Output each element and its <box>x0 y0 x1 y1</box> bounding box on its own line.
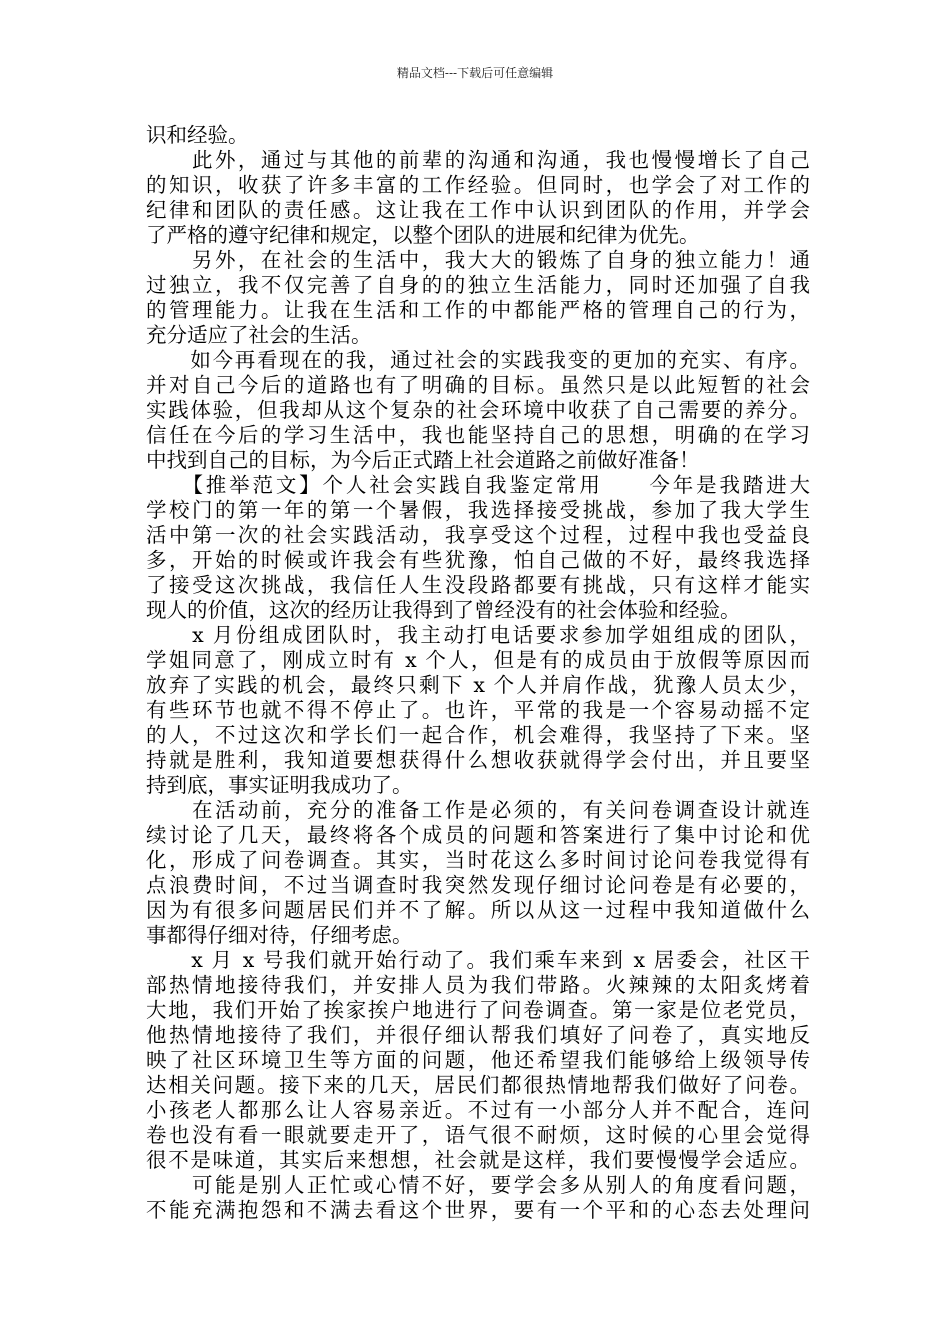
text-line: 现人的价值，这次的经历让我得到了曾经没有的社会体验和经验。 <box>146 598 741 622</box>
text-line: 续讨论了几天，最终将各个成员的问题和答案进行了集中讨论和优 <box>146 823 810 847</box>
text-line: 放弃了实践的机会，最终只剩下 x 个人并肩作战，犹豫人员太少， <box>146 673 810 697</box>
text-line: 映了社区环境卫生等方面的问题，他还希望我们能够给上级领导传 <box>146 1048 810 1072</box>
text-line: 的知识，收获了许多丰富的工作经验。但同时，也学会了对工作的 <box>146 173 810 197</box>
text-line: 的人，不过这次和学长们一起合作，机会难得，我坚持了下来。坚 <box>146 723 810 747</box>
text-line: 识和经验。 <box>146 123 249 147</box>
text-line: 点浪费时间，不过当调查时我突然发现仔细讨论问卷是有必要的， <box>146 873 810 897</box>
text-line: 了严格的遵守纪律和规定，以整个团队的进展和纪律为优先。 <box>146 223 700 247</box>
text-line: 信任在今后的学习生活中，我也能坚持自己的思想，明确的在学习 <box>146 423 810 447</box>
text-line: x 月 x 号我们就开始行动了。我们乘车来到 x 居委会，社区干 <box>146 948 810 972</box>
page-header: 精品文档---下载后可任意编辑 <box>396 66 554 80</box>
text-line: 在活动前，充分的准备工作是必须的，有关问卷调查设计就连 <box>146 798 810 822</box>
text-line: 很不是味道，其实后来想想，社会就是这样，我们要慢慢学会适应。 <box>146 1148 810 1172</box>
text-line: 小孩老人都那么让人容易亲近。不过有一小部分人并不配合，连问 <box>146 1098 810 1122</box>
text-line: 如今再看现在的我，通过社会的实践我变的更加的充实、有序。 <box>146 348 810 372</box>
text-line: 学姐同意了，刚成立时有 x 个人，但是有的成员由于放假等原因而 <box>146 648 810 672</box>
text-line: 了接受这次挑战，我信任人生没段路都要有挑战，只有这样才能实 <box>146 573 810 597</box>
text-line: 持到底，事实证明我成功了。 <box>146 773 413 797</box>
text-line: 因为有很多问题居民们并不了解。所以从这一过程中我知道做什么 <box>146 898 810 922</box>
text-line: 有些环节也就不得不停止了。也许，平常的我是一个容易动摇不定 <box>146 698 810 722</box>
text-line: 他热情地接待了我们，并很仔细认帮我们填好了问卷了，真实地反 <box>146 1023 810 1047</box>
text-line: 部热情地接待我们，并安排人员为我们带路。火辣辣的太阳炙烤着 <box>146 973 810 997</box>
text-line: 不能充满抱怨和不满去看这个世界，要有一个平和的心态去处理问 <box>146 1198 810 1222</box>
text-line: 大地，我们开始了挨家挨户地进行了问卷调查。第一家是位老党员， <box>146 998 810 1022</box>
text-line: 【推举范文】个人社会实践自我鉴定常用 今年是我踏进大 <box>146 473 810 497</box>
text-line: 学校门的第一年的第一个暑假，我选择接受挑战，参加了我大学生 <box>146 498 810 522</box>
text-line: 实践体验，但我却从这个复杂的社会环境中收获了自己需要的养分。 <box>146 398 810 422</box>
text-line: 此外，通过与其他的前辈的沟通和沟通，我也慢慢增长了自己 <box>146 148 810 172</box>
text-line: 充分适应了社会的生活。 <box>146 323 372 347</box>
text-line: 另外，在社会的生活中，我大大的锻炼了自身的独立能力！通 <box>146 248 810 272</box>
text-line: 并对自己今后的道路也有了明确的目标。虽然只是以此短暂的社会 <box>146 373 810 397</box>
text-line: 多，开始的时候或许我会有些犹豫，怕自己做的不好，最终我选择 <box>146 548 810 572</box>
text-line: 可能是别人正忙或心情不好，要学会多从别人的角度看问题， <box>146 1173 810 1197</box>
text-line: 纪律和团队的责任感。这让我在工作中认识到团队的作用，并学会 <box>146 198 810 222</box>
text-line: 的管理能力。让我在生活和工作的中都能严格的管理自己的行为， <box>146 298 810 322</box>
text-line: 化，形成了问卷调查。其实，当时花这么多时间讨论问卷我觉得有 <box>146 848 810 872</box>
text-line: 持就是胜利，我知道要想获得什么想收获就得学会付出，并且要坚 <box>146 748 810 772</box>
text-line: 事都得仔细对待，仔细考虑。 <box>146 923 413 947</box>
text-line: 中找到自己的目标，为今后正式踏上社会道路之前做好准备！ <box>146 448 700 472</box>
text-line: 过独立，我不仅完善了自身的的独立生活能力，同时还加强了自我 <box>146 273 810 297</box>
text-line: 活中第一次的社会实践活动，我享受这个过程，过程中我也受益良 <box>146 523 810 547</box>
text-line: x 月份组成团队时，我主动打电话要求参加学姐组成的团队， <box>146 623 810 647</box>
text-line: 达相关问题。接下来的几天，居民们都很热情地帮我们做好了问卷。 <box>146 1073 810 1097</box>
text-line: 卷也没有看一眼就要走开了，语气很不耐烦，这时候的心里会觉得 <box>146 1123 810 1147</box>
body-text <box>146 123 810 1223</box>
